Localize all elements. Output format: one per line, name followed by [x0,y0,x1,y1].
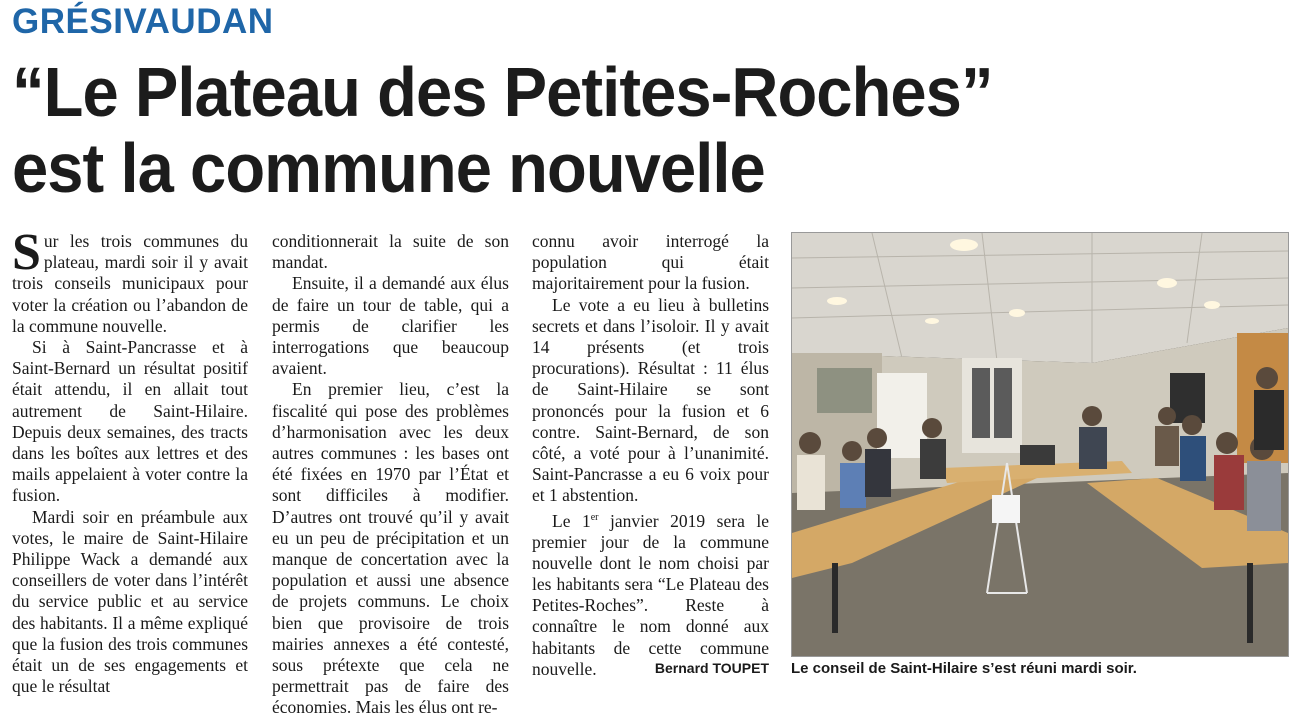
paragraph: Si à Saint-Pancrasse et à Saint-Bernard un résultat positif était attendu, il en allait tout autrement de Saint-Hilaire. Depuis deux semaines, des tracts dans les boîtes aux lettres et des mails appelaient à voter contre la fusion. [12,337,248,506]
paragraph: conditionnerait la suite de son mandat. [272,231,509,273]
paragraph: Le vote a eu lieu à bulletins secrets et dans l’isoloir. Il y avait 14 présents (et trois procurations). Résultat : 11 élus de Saint-Hilaire se sont prononcés pour la fusion et 6 contre. Saint-Bernard, de son côté, a voté pour à l’unanimité. Saint-Pancrasse a eu 6 voix pour et 1 abstention. [532,294,769,506]
paragraph: Sur les trois communes du plateau, mardi soir il y avait trois conseils municipaux pour voter la création ou l’abandon de la commune nouvelle. [12,224,248,336]
paragraph: connu avoir interrogé la population qui était majoritairement pour la fusion. [532,231,769,294]
article-column-3 [532,231,769,680]
byline: Bernard TOUPET [654,660,769,676]
paragraph: Ensuite, il a demandé aux élus de faire un tour de table, qui a permis de clarifier les interrogations que beaucoup avaient. [272,273,509,379]
paragraph: En premier lieu, c’est la fiscalité qui pose des problèmes d’harmonisation avec les deux autres communes : les bases ont été fixées en 1970 par l’État et sont difficiles à modifier. D’autres ont trouvé qu’il y avait eu un peu de précipitation et un manque de concertation avec la population et aussi une absence de projets communs. Le choix bien que provisoire de trois mairies annexes a été contesté, sous prétexte que cela ne permettrait pas de faire des économies. Mais les élus ont re- [272,379,509,718]
article-photo [791,232,1289,657]
drop-cap: S [12,224,41,281]
paragraph: Mardi soir en préambule aux votes, le maire de Saint-Hilaire Philippe Wack a demandé aux conseillers de voter dans l’intérêt du service public et au service des habitants. Il a même expliqué que la fusion des trois communes était un de ses engagements et que le résultat [12,506,248,697]
section-title: GRÉSIVAUDAN [12,2,274,41]
meeting-room-illustration [792,233,1288,656]
paragraph: Le 1er janvier 2019 sera le premier jour de la commune nouvelle dont le nom choisi par les habitants sera “Le Plateau des Petites-Roches”. Reste à connaître le nom donné aux habitants de cette commune nouvelle. [532,510,769,679]
headline-line-2: est la commune nouvelle [12,129,765,207]
article-column-1 [12,224,248,697]
photo-caption: Le conseil de Saint-Hilaire s’est réuni mardi soir. [791,660,1137,677]
headline [12,54,1212,206]
headline-line-1: “Le Plateau des Petites-Roches” [12,53,993,131]
article-column-2 [272,231,509,719]
